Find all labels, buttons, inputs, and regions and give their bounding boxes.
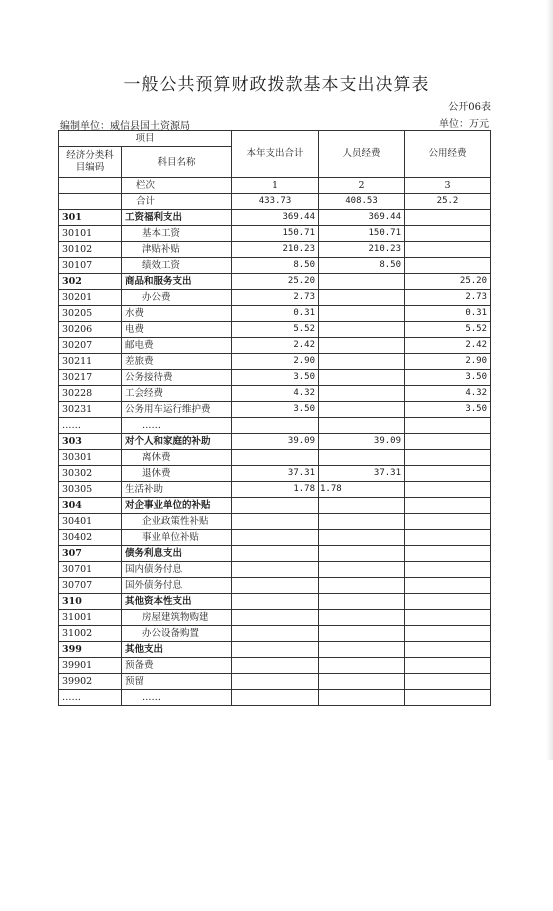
row-personnel bbox=[319, 658, 405, 674]
row-public: 4.32 bbox=[405, 386, 491, 402]
row-public: 2.73 bbox=[405, 290, 491, 306]
row-total: 1.78 bbox=[232, 482, 319, 498]
table-row bbox=[59, 594, 491, 610]
row-name: 其他资本性支出 bbox=[122, 594, 232, 610]
header-row-1 bbox=[59, 131, 491, 147]
row-code: 30707 bbox=[59, 578, 122, 594]
row-public bbox=[405, 562, 491, 578]
row-public: 0.31 bbox=[405, 306, 491, 322]
row-total: 39.09 bbox=[232, 434, 319, 450]
row-name: 基本工资 bbox=[122, 226, 232, 242]
row-personnel bbox=[319, 418, 405, 434]
row-name: 债务利息支出 bbox=[122, 546, 232, 562]
row-personnel bbox=[319, 674, 405, 690]
table-row bbox=[59, 578, 491, 594]
row-name: 办公费 bbox=[122, 290, 232, 306]
row-public: 2.90 bbox=[405, 354, 491, 370]
row-personnel bbox=[319, 546, 405, 562]
row-code: 30101 bbox=[59, 226, 122, 242]
row-total bbox=[232, 514, 319, 530]
row-personnel bbox=[319, 530, 405, 546]
unit-label: 单位：万元 bbox=[439, 119, 489, 130]
row-personnel: 37.31 bbox=[319, 466, 405, 482]
row-total: 25.20 bbox=[232, 274, 319, 290]
row-personnel: 210.23 bbox=[319, 242, 405, 258]
row-code: 30305 bbox=[59, 482, 122, 498]
row-total bbox=[232, 530, 319, 546]
row-public bbox=[405, 434, 491, 450]
row-public bbox=[405, 482, 491, 498]
row-total bbox=[232, 546, 319, 562]
row-personnel: 150.71 bbox=[319, 226, 405, 242]
column-number-row bbox=[59, 178, 491, 194]
column-number-label: 栏次 bbox=[122, 178, 232, 194]
row-name: 退休费 bbox=[122, 466, 232, 482]
row-personnel bbox=[319, 450, 405, 466]
row-code: …… bbox=[59, 690, 122, 706]
table-row bbox=[59, 658, 491, 674]
row-code: 301 bbox=[59, 210, 122, 226]
row-code: 30102 bbox=[59, 242, 122, 258]
row-public: 5.52 bbox=[405, 322, 491, 338]
row-total bbox=[232, 498, 319, 514]
table-row bbox=[59, 306, 491, 322]
row-code: 307 bbox=[59, 546, 122, 562]
table-row bbox=[59, 210, 491, 226]
row-personnel bbox=[319, 354, 405, 370]
header-project: 项目 bbox=[59, 131, 232, 147]
row-code: 30211 bbox=[59, 354, 122, 370]
row-name: 房屋建筑物购建 bbox=[122, 610, 232, 626]
row-personnel bbox=[319, 370, 405, 386]
column-number-1: 1 bbox=[232, 178, 319, 194]
expenditure-table bbox=[58, 130, 491, 706]
table-row bbox=[59, 322, 491, 338]
header-personnel: 人员经费 bbox=[319, 131, 405, 178]
row-code: 30228 bbox=[59, 386, 122, 402]
row-code: 30402 bbox=[59, 530, 122, 546]
row-personnel bbox=[319, 594, 405, 610]
form-number: 公开06表 bbox=[448, 102, 491, 113]
row-total: 3.50 bbox=[232, 370, 319, 386]
row-personnel bbox=[319, 626, 405, 642]
row-name: 工资福利支出 bbox=[122, 210, 232, 226]
table-row bbox=[59, 386, 491, 402]
table-row bbox=[59, 610, 491, 626]
row-total: 2.42 bbox=[232, 338, 319, 354]
table-row bbox=[59, 354, 491, 370]
table-row bbox=[59, 418, 491, 434]
row-personnel bbox=[319, 290, 405, 306]
table-row bbox=[59, 466, 491, 482]
row-public bbox=[405, 514, 491, 530]
row-personnel bbox=[319, 514, 405, 530]
row-total: 8.50 bbox=[232, 258, 319, 274]
row-personnel bbox=[319, 322, 405, 338]
row-personnel bbox=[319, 690, 405, 706]
row-public bbox=[405, 546, 491, 562]
row-public bbox=[405, 642, 491, 658]
row-name: …… bbox=[122, 418, 232, 434]
row-public bbox=[405, 610, 491, 626]
row-code: 302 bbox=[59, 274, 122, 290]
header-total: 本年支出合计 bbox=[232, 131, 319, 178]
row-name: 电费 bbox=[122, 322, 232, 338]
row-public bbox=[405, 210, 491, 226]
row-public bbox=[405, 498, 491, 514]
table-row bbox=[59, 498, 491, 514]
row-name: 企业政策性补贴 bbox=[122, 514, 232, 530]
row-total bbox=[232, 578, 319, 594]
row-code: 304 bbox=[59, 498, 122, 514]
row-public bbox=[405, 258, 491, 274]
row-total bbox=[232, 610, 319, 626]
organization-label: 编制单位：威信县国土资源局 bbox=[60, 121, 190, 132]
row-name: 对个人和家庭的补助 bbox=[122, 434, 232, 450]
column-number-blank bbox=[59, 178, 122, 194]
row-personnel: 1.78 bbox=[319, 482, 405, 498]
row-public: 25.20 bbox=[405, 274, 491, 290]
row-name: 对企事业单位的补贴 bbox=[122, 498, 232, 514]
row-total bbox=[232, 594, 319, 610]
row-name: 商品和服务支出 bbox=[122, 274, 232, 290]
table-row bbox=[59, 450, 491, 466]
row-name: 其他支出 bbox=[122, 642, 232, 658]
row-total bbox=[232, 690, 319, 706]
row-name: 预留 bbox=[122, 674, 232, 690]
table-row bbox=[59, 274, 491, 290]
row-total bbox=[232, 418, 319, 434]
row-public bbox=[405, 466, 491, 482]
row-code: …… bbox=[59, 418, 122, 434]
row-code: 30302 bbox=[59, 466, 122, 482]
row-total: 3.50 bbox=[232, 402, 319, 418]
row-public bbox=[405, 594, 491, 610]
row-personnel bbox=[319, 338, 405, 354]
row-name: 公务用车运行维护费 bbox=[122, 402, 232, 418]
row-personnel bbox=[319, 498, 405, 514]
row-personnel bbox=[319, 306, 405, 322]
table-row bbox=[59, 482, 491, 498]
row-total: 150.71 bbox=[232, 226, 319, 242]
row-code: 30301 bbox=[59, 450, 122, 466]
table-row bbox=[59, 242, 491, 258]
row-public bbox=[405, 658, 491, 674]
row-personnel bbox=[319, 578, 405, 594]
row-name: 工会经费 bbox=[122, 386, 232, 402]
row-total: 37.31 bbox=[232, 466, 319, 482]
row-total: 0.31 bbox=[232, 306, 319, 322]
row-public bbox=[405, 530, 491, 546]
document-title: 一般公共预算财政拨款基本支出决算表 bbox=[123, 75, 430, 95]
row-total: 210.23 bbox=[232, 242, 319, 258]
column-number-3: 3 bbox=[405, 178, 491, 194]
row-personnel bbox=[319, 610, 405, 626]
row-name: 离休费 bbox=[122, 450, 232, 466]
row-name: 事业单位补贴 bbox=[122, 530, 232, 546]
row-code: 30201 bbox=[59, 290, 122, 306]
row-public: 2.42 bbox=[405, 338, 491, 354]
row-total: 2.73 bbox=[232, 290, 319, 306]
row-public bbox=[405, 418, 491, 434]
row-public: 3.50 bbox=[405, 370, 491, 386]
total-personnel: 408.53 bbox=[319, 194, 405, 210]
table-row bbox=[59, 514, 491, 530]
row-personnel: 8.50 bbox=[319, 258, 405, 274]
row-code: 30107 bbox=[59, 258, 122, 274]
total-row-blank bbox=[59, 194, 122, 210]
total-amount: 433.73 bbox=[232, 194, 319, 210]
table-row bbox=[59, 370, 491, 386]
row-name: 绩效工资 bbox=[122, 258, 232, 274]
row-personnel: 369.44 bbox=[319, 210, 405, 226]
row-name: 公务接待费 bbox=[122, 370, 232, 386]
row-code: 30206 bbox=[59, 322, 122, 338]
row-name: 办公设备购置 bbox=[122, 626, 232, 642]
header-subject-name: 科目名称 bbox=[122, 147, 232, 178]
row-name: 水费 bbox=[122, 306, 232, 322]
scan-edge-shadow bbox=[546, 0, 553, 760]
row-code: 39902 bbox=[59, 674, 122, 690]
row-public bbox=[405, 450, 491, 466]
row-personnel bbox=[319, 402, 405, 418]
table-row bbox=[59, 530, 491, 546]
table-row bbox=[59, 434, 491, 450]
header-econ-code: 经济分类科目编码 bbox=[59, 147, 122, 178]
row-total: 369.44 bbox=[232, 210, 319, 226]
row-public bbox=[405, 690, 491, 706]
row-personnel bbox=[319, 562, 405, 578]
row-name: 津贴补贴 bbox=[122, 242, 232, 258]
row-name: 生活补助 bbox=[122, 482, 232, 498]
total-row bbox=[59, 194, 491, 210]
row-total bbox=[232, 450, 319, 466]
row-total bbox=[232, 674, 319, 690]
row-code: 31001 bbox=[59, 610, 122, 626]
row-public bbox=[405, 578, 491, 594]
row-name: 国内债务付息 bbox=[122, 562, 232, 578]
row-code: 31002 bbox=[59, 626, 122, 642]
row-total bbox=[232, 642, 319, 658]
row-public bbox=[405, 242, 491, 258]
row-personnel bbox=[319, 386, 405, 402]
row-total: 5.52 bbox=[232, 322, 319, 338]
row-total bbox=[232, 562, 319, 578]
row-code: 30701 bbox=[59, 562, 122, 578]
table-row bbox=[59, 338, 491, 354]
row-name: 国外债务付息 bbox=[122, 578, 232, 594]
row-code: 30207 bbox=[59, 338, 122, 354]
table-row bbox=[59, 562, 491, 578]
table-row bbox=[59, 226, 491, 242]
row-personnel: 39.09 bbox=[319, 434, 405, 450]
row-personnel bbox=[319, 274, 405, 290]
row-code: 39901 bbox=[59, 658, 122, 674]
row-code: 303 bbox=[59, 434, 122, 450]
row-name: 差旅费 bbox=[122, 354, 232, 370]
row-personnel bbox=[319, 642, 405, 658]
table-row bbox=[59, 626, 491, 642]
row-code: 30231 bbox=[59, 402, 122, 418]
row-total: 4.32 bbox=[232, 386, 319, 402]
row-public bbox=[405, 226, 491, 242]
row-public bbox=[405, 626, 491, 642]
total-label: 合计 bbox=[122, 194, 232, 210]
header-public: 公用经费 bbox=[405, 131, 491, 178]
row-total: 2.90 bbox=[232, 354, 319, 370]
row-public: 3.50 bbox=[405, 402, 491, 418]
row-code: 30205 bbox=[59, 306, 122, 322]
row-name: 预备费 bbox=[122, 658, 232, 674]
table-row bbox=[59, 546, 491, 562]
table-row bbox=[59, 402, 491, 418]
row-code: 399 bbox=[59, 642, 122, 658]
table-row bbox=[59, 642, 491, 658]
row-code: 310 bbox=[59, 594, 122, 610]
row-total bbox=[232, 658, 319, 674]
row-name: …… bbox=[122, 690, 232, 706]
column-number-2: 2 bbox=[319, 178, 405, 194]
table-row bbox=[59, 258, 491, 274]
row-code: 30401 bbox=[59, 514, 122, 530]
row-total bbox=[232, 626, 319, 642]
row-code: 30217 bbox=[59, 370, 122, 386]
total-public: 25.2 bbox=[405, 194, 491, 210]
table-row bbox=[59, 290, 491, 306]
table-row bbox=[59, 690, 491, 706]
row-name: 邮电费 bbox=[122, 338, 232, 354]
table-row bbox=[59, 674, 491, 690]
row-public bbox=[405, 674, 491, 690]
